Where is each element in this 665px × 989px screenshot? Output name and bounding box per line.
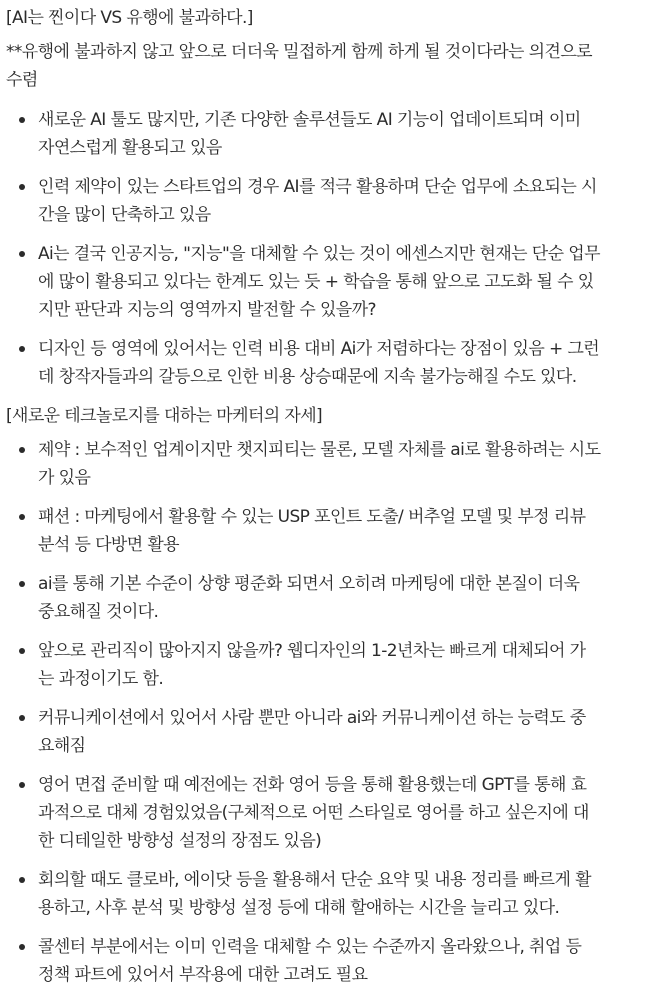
list-item-line: 영어 면접 준비할 때 예전에는 전화 영어 등을 통해 활용했는데 GPT를 통해 효	[38, 775, 587, 795]
list-item-line: 는 과정이기도 함.	[38, 669, 164, 689]
bullet-icon	[19, 346, 25, 352]
list-item-line: Ai는 결국 인공지능, "지능"을 대체할 수 있는 것이 에센스지만 현재는 단순 업무	[38, 244, 600, 264]
section1-note	[6, 38, 655, 94]
section2-list	[6, 436, 655, 989]
bullet-icon	[19, 514, 25, 520]
list-item-line: 요해짐	[38, 736, 86, 756]
list-item-line: 과적으로 대체 경험있었음(구체적으로 어떤 스타일로 영어를 하고 싶은지에 대	[38, 803, 589, 823]
note-line: **유행에 불과하지 않고 앞으로 더더욱 밀접하게 함께 하게 될 것이다라는 의견으로	[6, 42, 592, 62]
list-item	[6, 173, 655, 229]
list-item	[6, 503, 655, 559]
bullet-icon	[19, 944, 25, 950]
bullet-icon	[19, 447, 25, 453]
list-item-line: 에 많이 활용되고 있다는 한계도 있는 듯 + 학습을 통해 앞으로 고도화 될 수 있	[38, 272, 594, 292]
bullet-icon	[19, 117, 25, 123]
bullet-icon	[19, 251, 25, 257]
list-item	[6, 704, 655, 760]
list-item-line: 가 있음	[38, 468, 91, 488]
bullet-icon	[19, 581, 25, 587]
list-item-line: 인력 제약이 있는 스타트업의 경우 AI를 적극 활용하며 단순 업무에 소요되는 시	[38, 177, 597, 197]
list-item	[6, 335, 655, 391]
list-item	[6, 240, 655, 324]
bullet-icon	[19, 715, 25, 721]
list-item	[6, 771, 655, 855]
list-item-line: 용하고, 사후 분석 및 방향성 설정 등에 대해 할애하는 시간을 늘리고 있다.	[38, 898, 560, 918]
section1-list	[6, 106, 655, 391]
list-item	[6, 106, 655, 162]
list-item-line: 패션 : 마케팅에서 활용할 수 있는 USP 포인트 도출/ 버추얼 모델 및 부정 리뷰	[38, 507, 586, 527]
bullet-icon	[19, 648, 25, 654]
list-item-line: 디자인 등 영역에 있어서는 인력 비용 대비 Ai가 저렴하다는 장점이 있음 + 그런	[38, 339, 600, 359]
list-item-line: 한 디테일한 방향성 설정의 장점도 있음)	[38, 831, 322, 851]
list-item-line: 회의할 때도 클로바, 에이닷 등을 활용해서 단순 요약 및 내용 정리를 빠르게 활	[38, 870, 591, 890]
list-item	[6, 570, 655, 626]
bullet-icon	[19, 782, 25, 788]
list-item-line: 커뮤니케이션에서 있어서 사람 뿐만 아니라 ai와 커뮤니케이션 하는 능력도 중	[38, 708, 586, 728]
list-item-line: 콜센터 부분에서는 이미 인력을 대체할 수 있는 수준까지 올라왔으나, 취업 등	[38, 937, 582, 957]
list-item-line: 데 창작자들과의 갈등으로 인한 비용 상승때문에 지속 불가능해질 수도 있다.	[38, 367, 577, 387]
bullet-icon	[19, 877, 25, 883]
list-item-line: 중요해질 것이다.	[38, 602, 159, 622]
list-item-line: ai를 통해 기본 수준이 상향 평준화 되면서 오히려 마케팅에 대한 본질이 더욱	[38, 574, 580, 594]
list-item-line: 지만 판단과 지능의 영역까지 발전할 수 있을까?	[38, 300, 376, 320]
note-line: 수렴	[6, 70, 38, 90]
list-item-line: 분석 등 다방면 활용	[38, 535, 179, 555]
list-item-line: 정책 파트에 있어서 부작용에 대한 고려도 필요	[38, 965, 368, 985]
list-item-line: 새로운 AI 툴도 많지만, 기존 다양한 솔루션들도 AI 기능이 업데이트되며 이미	[38, 110, 581, 130]
section1-heading: [AI는 찐이다 VS 유행에 불과하다.]	[6, 8, 253, 28]
list-item	[6, 866, 655, 922]
list-item-line: 간을 많이 단축하고 있음	[38, 205, 211, 225]
list-item-line: 앞으로 관리직이 많아지지 않을까? 웹디자인의 1-2년차는 빠르게 대체되어 가	[38, 641, 586, 661]
section2-heading: [새로운 테크놀로지를 대하는 마케터의 자세]	[6, 406, 323, 426]
list-item	[6, 933, 655, 989]
list-item	[6, 637, 655, 693]
list-item-line: 자연스럽게 활용되고 있음	[38, 138, 222, 158]
list-item	[6, 436, 655, 492]
list-item-line: 제약 : 보수적인 업계이지만 챗지피티는 물론, 모델 자체를 ai로 활용하려는 시도	[38, 440, 601, 460]
bullet-icon	[19, 184, 25, 190]
